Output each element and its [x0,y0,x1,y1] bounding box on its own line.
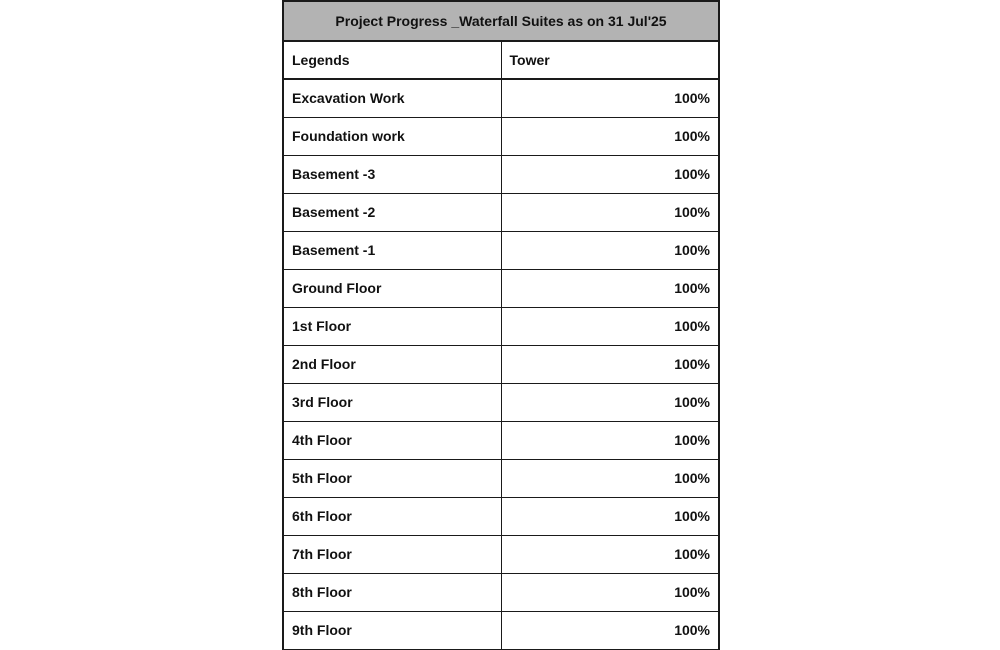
table-row [283,497,719,535]
table-row [283,383,719,421]
row-legend-cell: Basement -2 [283,193,501,231]
row-tower-progress-cell: 100% [501,231,719,269]
row-tower-progress-cell: 100% [501,345,719,383]
row-legend-cell: 5th Floor [283,459,501,497]
row-tower-progress-cell: 100% [501,117,719,155]
table-row [283,155,719,193]
table-row [283,611,719,649]
table-title: Project Progress _Waterfall Suites as on 31 Jul'25 [283,1,719,41]
table-row [283,193,719,231]
row-tower-progress-cell: 100% [501,497,719,535]
row-legend-cell: 1st Floor [283,307,501,345]
row-tower-progress-cell: 100% [501,459,719,497]
header-tower: Tower [501,41,719,79]
table-header-row [283,41,719,79]
row-tower-progress-cell: 100% [501,307,719,345]
row-legend-cell: Basement -3 [283,155,501,193]
row-legend-cell: 9th Floor [283,611,501,649]
row-tower-progress-cell: 100% [501,611,719,649]
row-legend-cell: 7th Floor [283,535,501,573]
row-legend-cell: 3rd Floor [283,383,501,421]
table-title-row [283,1,719,41]
row-legend-cell: 2nd Floor [283,345,501,383]
table-row [283,573,719,611]
table-body [283,1,719,649]
row-legend-cell: Ground Floor [283,269,501,307]
table-row [283,79,719,117]
row-tower-progress-cell: 100% [501,155,719,193]
table-row [283,117,719,155]
table-row [283,459,719,497]
row-legend-cell: 4th Floor [283,421,501,459]
row-tower-progress-cell: 100% [501,193,719,231]
row-tower-progress-cell: 100% [501,573,719,611]
table-row [283,307,719,345]
row-legend-cell: 8th Floor [283,573,501,611]
header-legends: Legends [283,41,501,79]
row-legend-cell: 6th Floor [283,497,501,535]
row-tower-progress-cell: 100% [501,421,719,459]
row-legend-cell: Foundation work [283,117,501,155]
row-legend-cell: Excavation Work [283,79,501,117]
table-row [283,269,719,307]
table-row [283,535,719,573]
project-progress-table [282,0,720,650]
row-tower-progress-cell: 100% [501,269,719,307]
table-row [283,345,719,383]
row-tower-progress-cell: 100% [501,79,719,117]
row-tower-progress-cell: 100% [501,535,719,573]
table-row [283,231,719,269]
row-tower-progress-cell: 100% [501,383,719,421]
table-row [283,421,719,459]
row-legend-cell: Basement -1 [283,231,501,269]
